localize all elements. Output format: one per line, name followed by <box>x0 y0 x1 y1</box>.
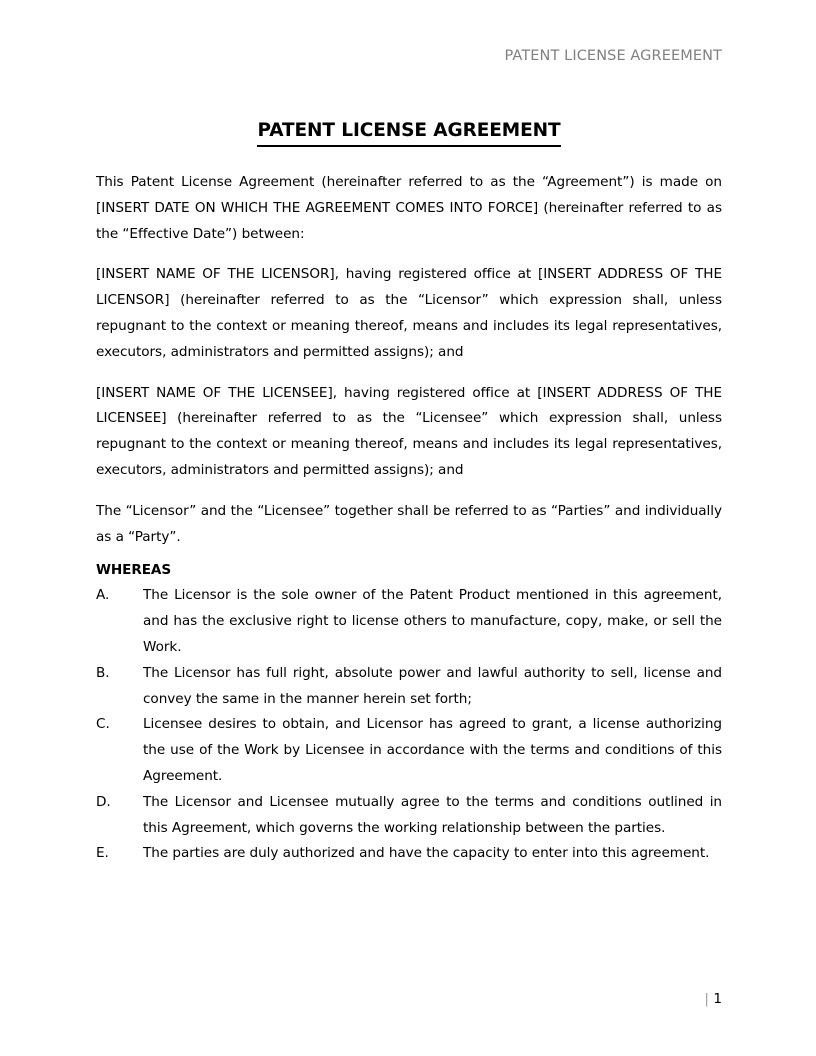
page-number: 1 <box>713 991 722 1007</box>
clause-marker: E. <box>96 845 109 862</box>
page-title <box>96 118 722 147</box>
list-item <box>96 712 722 789</box>
page-footer <box>96 988 722 1010</box>
list-item <box>96 661 722 713</box>
paragraph-licensee-details: [INSERT NAME OF THE LICENSEE], having registered office at [INSERT ADDRESS OF THE LICENSEE] (hereinafter referred to as the “Licensee” which expression shall, unless repugnant to the context or meaning thereof, means and includes its legal representatives, executors, administrators and permitted assigns); and <box>96 384 722 478</box>
paragraph-recitals-intro: This Patent License Agreement (hereinafter referred to as the “Agreement”) is made on [INSERT DATE ON WHICH THE AGREEMENT COMES INTO FORCE] (hereinafter referred to as the “Effective Date”) between: <box>96 174 722 242</box>
list-item <box>96 790 722 842</box>
list-item <box>96 841 722 867</box>
whereas-heading: WHEREAS <box>96 562 172 579</box>
clause-text: Licensee desires to obtain, and Licensor has agreed to grant, a license authorizing the use of the Work by Licensee in accordance with the terms and conditions of this Agreement. <box>143 716 722 784</box>
clause-text: The Licensor has full right, absolute power and lawful authority to sell, license and convey the same in the manner herein set forth; <box>143 664 722 707</box>
paragraph-parties-definition: The “Licensor” and the “Licensee” together shall be referred to as “Parties” and individually as a “Party”. <box>96 502 722 545</box>
clause-text: The parties are duly authorized and have the capacity to enter into this agreement. <box>143 845 710 862</box>
paragraph-licensor-details: [INSERT NAME OF THE LICENSOR], having registered office at [INSERT ADDRESS OF THE LICENSOR] (hereinafter referred to as the “Licensor” which expression shall, unless repugnant to the context or meaning thereof, means and includes its legal representatives, executors, administrators and permitted assigns); and <box>96 266 722 360</box>
page-title-text: PATENT LICENSE AGREEMENT <box>257 118 560 147</box>
list-item <box>96 583 722 660</box>
running-header: PATENT LICENSE AGREEMENT <box>504 48 722 64</box>
clause-marker: C. <box>96 716 110 733</box>
clause-text: The Licensor and Licensee mutually agree to the terms and conditions outlined in this Agreement, which governs the working relationship between the parties. <box>143 793 722 836</box>
clause-text: The Licensor is the sole owner of the Patent Product mentioned in this agreement, and has the exclusive right to license others to manufacture, copy, make, or sell the Work. <box>143 587 722 655</box>
clause-marker: A. <box>96 587 110 604</box>
clause-marker: D. <box>96 793 111 810</box>
whereas-clause-list <box>96 583 722 867</box>
clause-marker: B. <box>96 664 110 681</box>
footer-separator: | <box>704 991 710 1007</box>
document-body <box>96 118 722 867</box>
